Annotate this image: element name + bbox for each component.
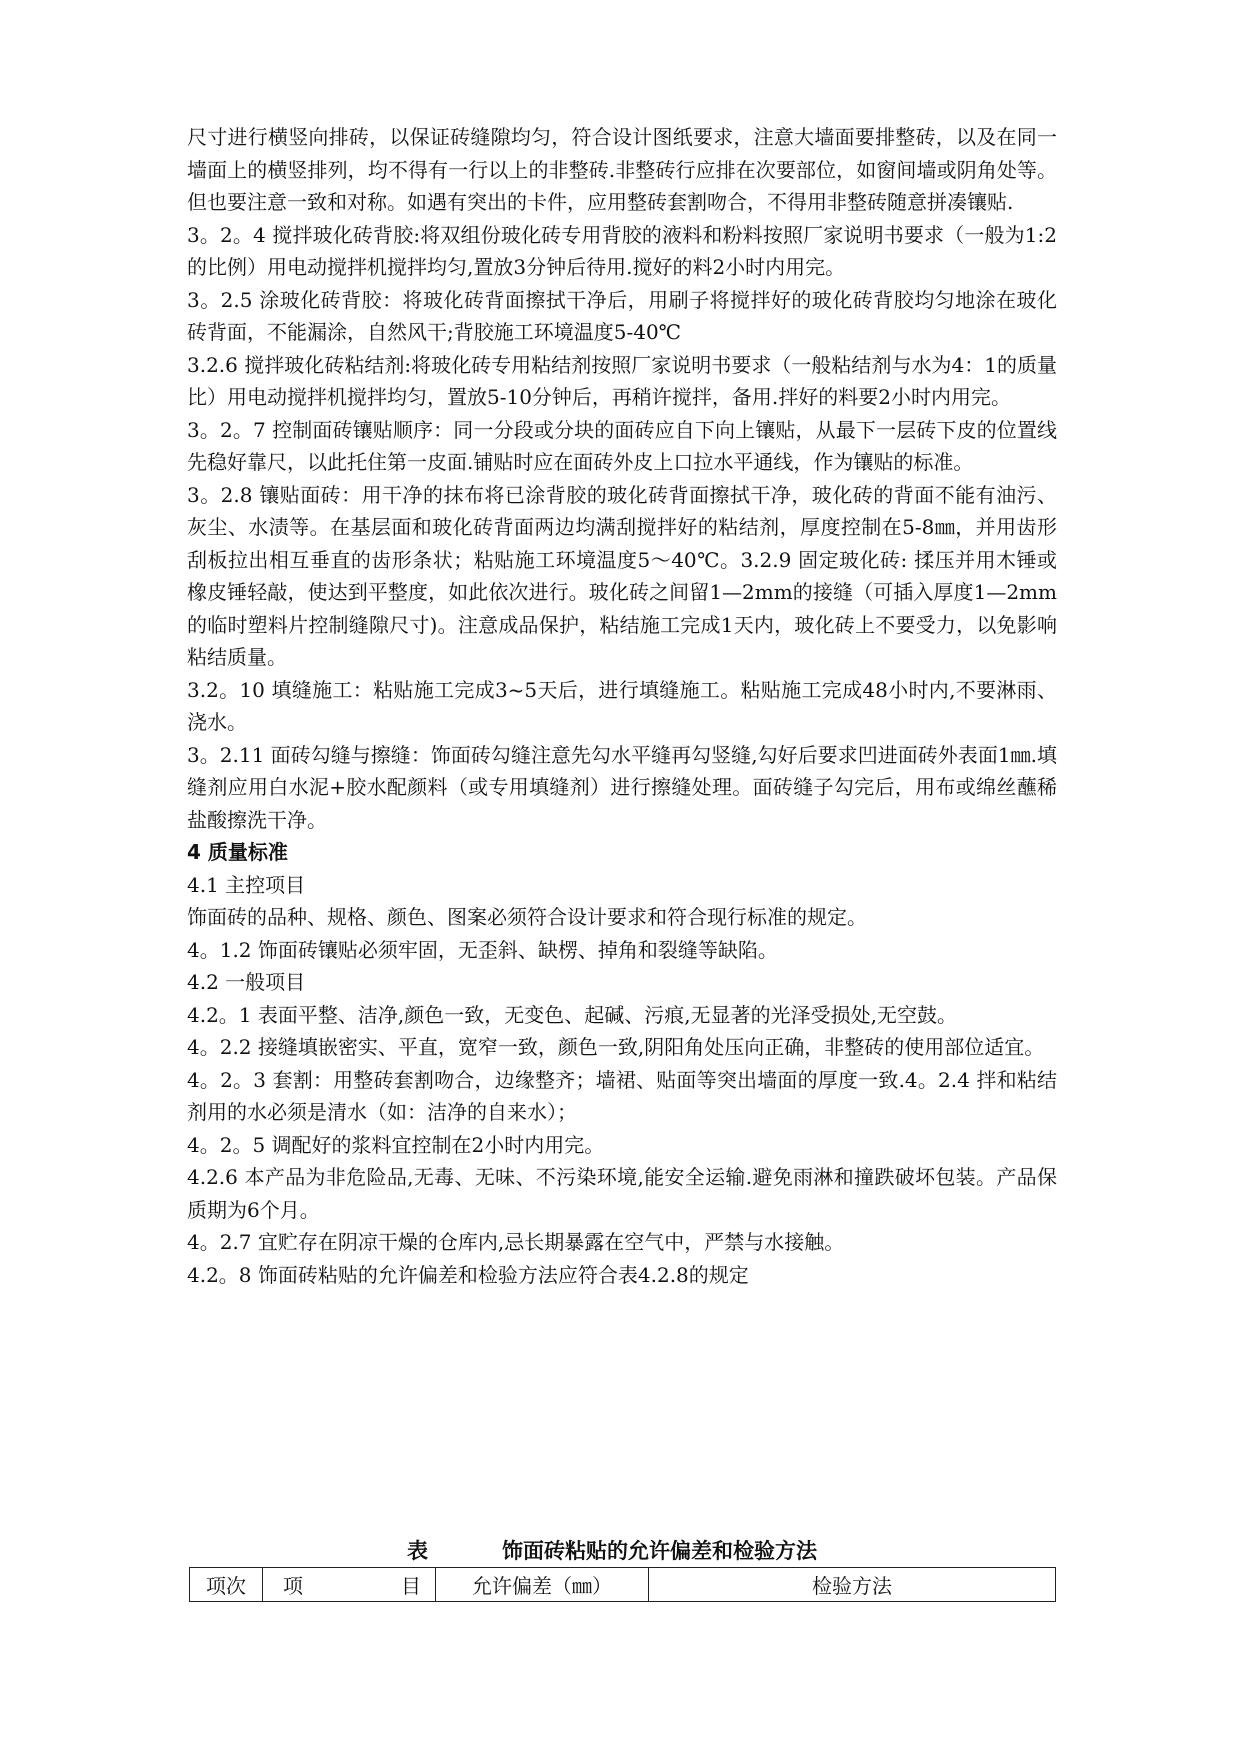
paragraph: 4。2。3 套割：用整砖套割吻合，边缘整齐；墙裙、贴面等突出墙面的厚度一致.4。2.4 拌和粘结剂用的水必须是清水（如：洁净的自来水）； <box>187 1067 1057 1124</box>
paragraph: 饰面砖的品种、规格、颜色、图案必须符合设计要求和符合现行标准的规定。 <box>187 905 867 929</box>
table-caption <box>187 1535 1057 1567</box>
paragraph: 3.2。10 填缝施工：粘贴施工完成3~5天后，进行填缝施工。粘贴施工完成48小时内,不要淋雨、浇水。 <box>187 677 1057 734</box>
header-method: 检验方法 <box>649 1568 1056 1602</box>
paragraph: 4.2。8 饰面砖粘贴的允许偏差和检验方法应符合表4.2.8的规定 <box>187 1262 749 1287</box>
table-caption-title: 饰面砖粘贴的允许偏差和检验方法 <box>502 1539 817 1563</box>
paragraph: 尺寸进行横竖向排砖，以保证砖缝隙均匀，符合设计图纸要求，注意大墙面要排整砖，以及在同一墙面上的横竖排列，均不得有一行以上的非整砖.非整砖行应排在次要部位，如窗间墙或阴角处等。但也要注意一致和对称。如遇有突出的卡件，应用整砖套割吻合，不得用非整砖随意拼凑镶贴. <box>187 125 1057 214</box>
paragraph: 3。2.11 面砖勾缝与擦缝：饰面砖勾缝注意先勾水平缝再勾竖缝,勾好后要求凹进面砖外表面1㎜.填缝剂应用白水泥+胶水配颜料（或专用填缝剂）进行擦缝处理。面砖缝子勾完后，用布或绵丝蘸稀盐酸擦洗干净。 <box>187 742 1057 832</box>
paragraph: 3。2.8 镶贴面砖：用干净的抹布将已涂背胶的玻化砖背面擦拭干净，玻化砖的背面不能有油污、灰尘、水渍等。在基层面和玻化砖背面两边均满刮搅拌好的粘结剂，厚度控制在5-8㎜，并用齿形刮板拉出相互垂直的齿形条状；粘贴施工环境温度5～40℃。3.2.9 固定玻化砖: 揉压并用木锤或橡皮锤轻敲，使达到平整度，如此依次进行。玻化砖之间留1—2mm的接缝（可插入厚度1—2mm的临时塑料片控制缝隙尺寸)。注意成品保护，粘结施工完成1天内，玻化砖上不要受力，以免影响粘结质量。 <box>187 482 1057 669</box>
tolerance-table <box>189 1567 1056 1602</box>
header-item-part1: 项 <box>283 1574 303 1598</box>
paragraph: 4。1.2 饰面砖镶贴必须牢固，无歪斜、缺楞、掉角和裂缝等缺陷。 <box>187 937 778 962</box>
header-item <box>263 1568 436 1602</box>
header-item-no: 项次 <box>190 1568 263 1602</box>
paragraph: 3.2.6 搅拌玻化砖粘结剂:将玻化砖专用粘结剂按照厂家说明书要求（一般粘结剂与水为4：1的质量比）用电动搅拌机搅拌均匀，置放5-10分钟后，再稍许搅拌，备用.拌好的料要2小时内用完。 <box>187 352 1057 409</box>
paragraph: 3。2。4 搅拌玻化砖背胶:将双组份玻化砖专用背胶的液料和粉料按照厂家说明书要求（一般为1:2的比例）用电动搅拌机搅拌均匀,置放3分钟后待用.搅好的料2小时内用完。 <box>187 222 1057 279</box>
paragraph: 4.2。1 表面平整、洁净,颜色一致，无变色、起碱、污痕,无显著的光泽受损处,无空鼓。 <box>187 1002 957 1027</box>
paragraph: 4.2.6 本产品为非危险品,无毒、无味、不污染环境,能安全运输.避免雨淋和撞跌破坏包装。产品保质期为6个月。 <box>187 1165 1057 1222</box>
header-tolerance: 允许偏差（㎜） <box>436 1568 649 1602</box>
header-item-part2: 目 <box>401 1574 421 1598</box>
body-text <box>187 121 1057 1291</box>
subsection-heading: 4.2 一般项目 <box>187 970 306 994</box>
section-heading: 4 质量标准 <box>187 840 288 864</box>
paragraph: 3。2。7 控制面砖镶贴顺序：同一分段或分块的面砖应自下向上镶贴，从最下一层砖下皮的位置线先稳好靠尺，以此托住第一皮面.铺贴时应在面砖外皮上口拉水平通线，作为镶贴的标准。 <box>187 417 1057 474</box>
table-header-row <box>190 1568 1056 1602</box>
paragraph: 4。2。5 调配好的浆料宜控制在2小时内用完。 <box>187 1132 605 1157</box>
paragraph: 3。2.5 涂玻化砖背胶：将玻化砖背面擦拭干净后，用刷子将搅拌好的玻化砖背胶均匀地涂在玻化砖背面，不能漏涂，自然风干;背胶施工环境温度5-40℃ <box>187 287 1057 344</box>
paragraph: 4。2.7 宜贮存在阴凉干燥的仓库内,忌长期暴露在空气中，严禁与水接触。 <box>187 1230 845 1254</box>
subsection-heading: 4.1 主控项目 <box>187 872 306 897</box>
table-caption-label: 表 <box>407 1539 428 1563</box>
paragraph: 4。2.2 接缝填嵌密实、平直，宽窄一致，颜色一致,阴阳角处压向正确，非整砖的使用部位适宜。 <box>187 1035 1045 1059</box>
